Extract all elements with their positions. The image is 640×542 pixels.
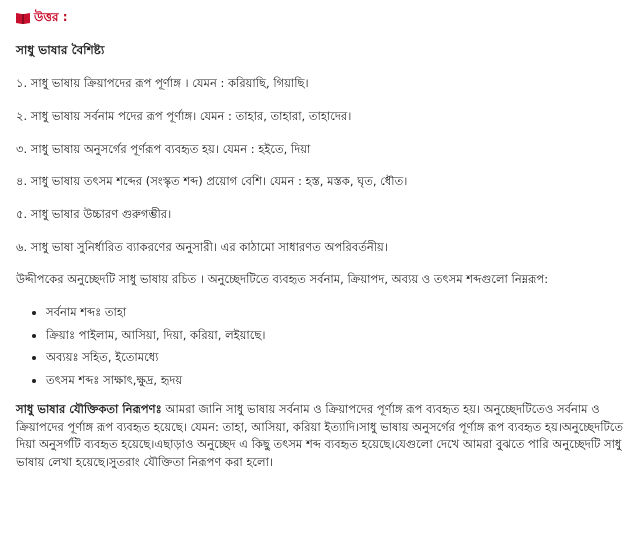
feature-point: ২. সাধু ভাষায় সর্বনাম পদের রূপ পূর্ণাঙ্গ। যেমন : তাহার, তাহারা, তাহাদের। (16, 109, 352, 124)
feature-point: ৪. সাধু ভাষায় তৎসম শব্দের (সংস্কৃত শব্দ) প্রয়োগ বেশি। যেমন : হস্ত, মস্তক, ঘৃত, ধৌত। (16, 174, 408, 189)
list-item: • তৎসম শব্দঃ সাক্ষাৎ,ক্ষুদ্র, হৃদয় (46, 372, 624, 389)
section-title: সাধু ভাষার বৈশিষ্ট্য (16, 43, 105, 57)
feature-point: ৬. সাধু ভাষা সুনির্ধারিত ব্যাকরণের অনুসারী। এর কাঠামো সাধারণত অপরিবর্তনীয়। (16, 239, 388, 254)
conclusion-paragraph (16, 401, 624, 472)
list-item: • ক্রিয়াঃ পাইলাম, আসিয়া, দিয়া, করিয়া, লইয়াছে। (46, 327, 624, 344)
word-list (16, 304, 624, 389)
feature-point: ৩. সাধু ভাষায় অনুসর্গের পূর্ণরূপ ব্যবহৃত হয়। যেমন : হইতে, দিয়া (16, 141, 311, 156)
features-list (16, 75, 624, 255)
conclusion-lead: সাধু ভাষার যৌক্তিকতা নিরূপণঃ (16, 401, 162, 416)
list-item: • সর্বনাম শব্দঃ তাহা (46, 304, 624, 321)
answer-label: উত্তর : (34, 10, 68, 25)
intro-paragraph: উদ্দীপকের অনুচ্ছেদটি সাধু ভাষায় রচিত । অনুচ্ছেদটিতে ব্যবহৃত সর্বনাম, ক্রিয়াপদ, অব্যয় ও তৎসম শব্দগুলো নিম্নরূপ: (16, 272, 549, 287)
book-icon (16, 12, 30, 24)
conclusion-text: আমরা জানি সাধু ভাষায় সর্বনাম ও ক্রিয়াপদের পূর্ণাঙ্গ রূপ ব্যবহৃত হয়। অনুচ্ছেদটিতেও সর্বনাম ও ক্রিয়াপদের পূর্ণাঙ্গ রূপ ব্যবহৃত হয়েছে। যেমন: তাহা, আসিয়া, করিয়া ইত্যাদি।সাধু ভাষায় অনুসর্গের পূর্ণাঙ্গ রূপ ব্যবহৃত হয়।অনুচ্ছেদটিতে দিয়া অনুসর্গটি ব্যবহৃত হয়েছে।এছাড়াও অনুচ্ছেদ এ কিছু তৎসম শব্দ ব্যবহৃত হয়েছে।যেগুলো দেখে আমরা বুঝতে পারি অনুচ্ছেদটি সাধু ভাষায় লেখা হয়েছে।সুতরাং যৌক্তিতা নিরূপণ করা হলো। (16, 401, 624, 470)
feature-point: ১. সাধু ভাষায় ক্রিয়াপদের রূপ পূর্ণাঙ্গ । যেমন : করিয়াছি, গিয়াছি। (16, 76, 309, 91)
answer-header (16, 8, 624, 28)
list-item: • অব্যয়ঃ সহিত, ইতোমধ্যে (46, 349, 624, 366)
feature-point: ৫. সাধু ভাষার উচ্চারণ গুরুগম্ভীর। (16, 207, 172, 222)
